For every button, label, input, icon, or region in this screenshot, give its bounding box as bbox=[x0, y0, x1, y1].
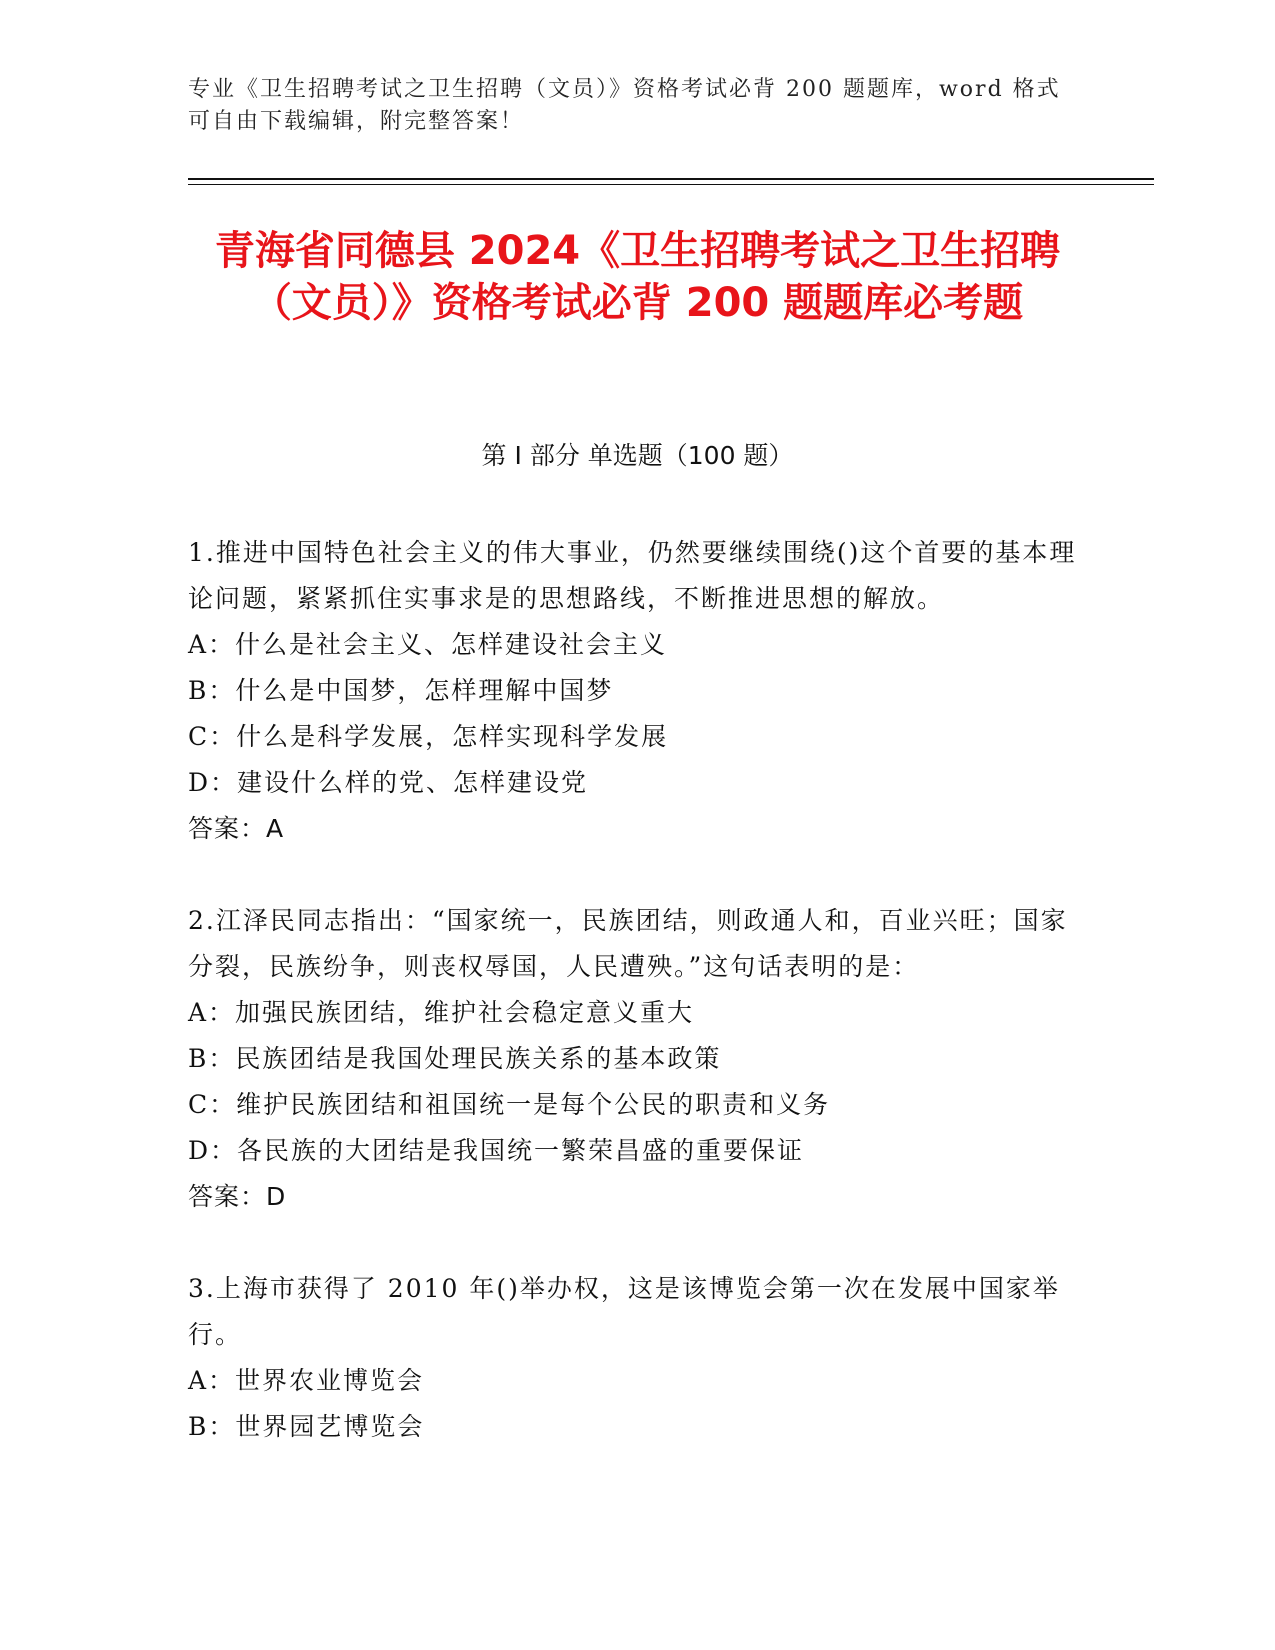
option-d: D：各民族的大团结是我国统一繁荣昌盛的重要保证 bbox=[188, 1136, 805, 1165]
question-stem: 1.推进中国特色社会主义的伟大事业，仍然要继续围绕()这个首要的基本理论问题，紧紧抓住实事求是的思想路线，不断推进思想的解放。 bbox=[188, 538, 1077, 613]
question-1 bbox=[188, 530, 1078, 852]
answer: 答案：D bbox=[188, 1182, 287, 1211]
header-note: 专业《卫生招聘考试之卫生招聘（文员）》资格考试必背 200 题题库，word 格式可自由下载编辑，附完整答案！ bbox=[188, 77, 1061, 134]
option-c: C：什么是科学发展，怎样实现科学发展 bbox=[188, 722, 669, 751]
header-rule-thin bbox=[188, 184, 1154, 185]
option-d: D：建设什么样的党、怎样建设党 bbox=[188, 768, 589, 797]
option-b: B：世界园艺博览会 bbox=[188, 1412, 425, 1441]
header-rule-thick bbox=[188, 178, 1154, 180]
option-a: A：世界农业博览会 bbox=[188, 1366, 425, 1395]
option-a: A：加强民族团结，维护社会稳定意义重大 bbox=[188, 998, 695, 1027]
question-3 bbox=[188, 1266, 1078, 1450]
option-a: A：什么是社会主义、怎样建设社会主义 bbox=[188, 630, 668, 659]
option-c: C：维护民族团结和祖国统一是每个公民的职责和义务 bbox=[188, 1090, 831, 1119]
question-list bbox=[188, 530, 1078, 1496]
question-stem: 3.上海市获得了 2010 年()举办权，这是该博览会第一次在发展中国家举行。 bbox=[188, 1274, 1060, 1349]
option-b: B：民族团结是我国处理民族关系的基本政策 bbox=[188, 1044, 722, 1073]
option-b: B：什么是中国梦，怎样理解中国梦 bbox=[188, 676, 614, 705]
answer: 答案：A bbox=[188, 814, 285, 843]
question-stem: 2.江泽民同志指出：“国家统一，民族团结，则政通人和，百业兴旺；国家分裂，民族纷争，则丧权辱国，人民遭殃。”这句话表明的是： bbox=[188, 906, 1068, 981]
section-title: 第 I 部分 单选题（100 题） bbox=[481, 441, 794, 470]
document-title: 青海省同德县 2024《卫生招聘考试之卫生招聘（文员）》资格考试必背 200 题题库必考题 bbox=[214, 228, 1061, 326]
question-2 bbox=[188, 898, 1078, 1220]
